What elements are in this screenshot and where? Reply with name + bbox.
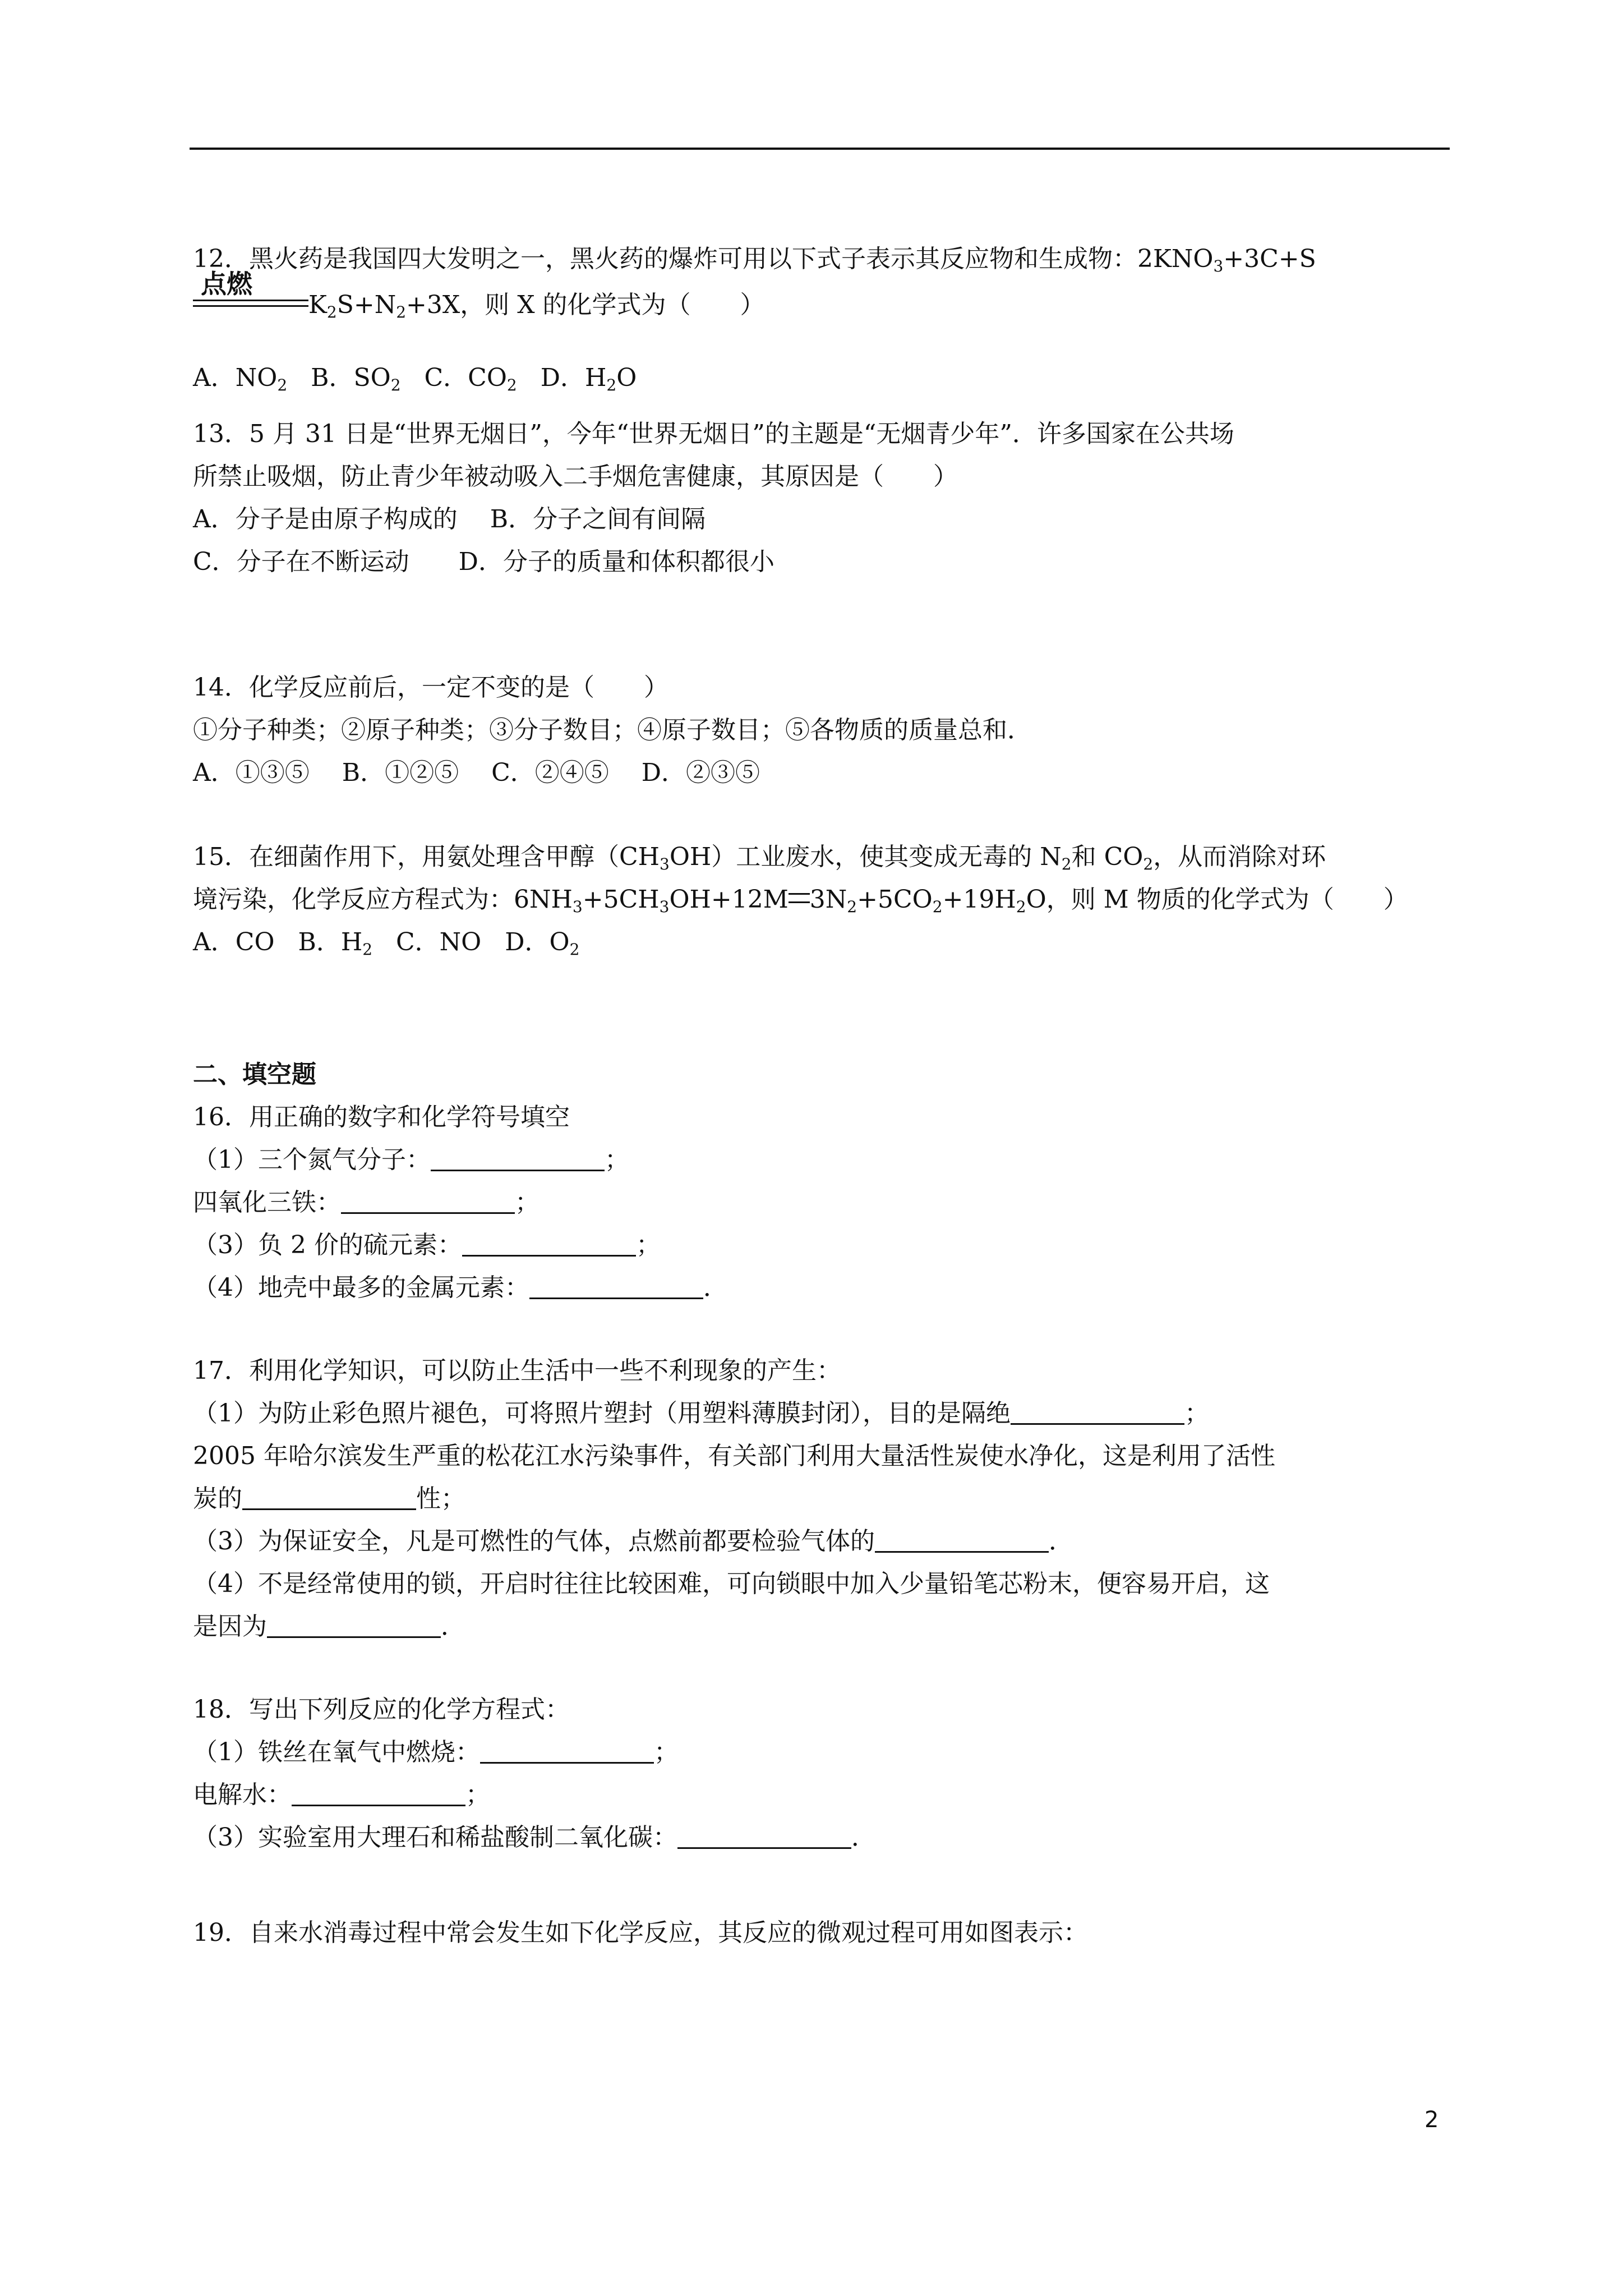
answer-blank[interactable] [292, 1780, 465, 1806]
q16-item-1: （1）三个氮气分子： ； [193, 1145, 629, 1174]
answer-blank[interactable] [462, 1230, 636, 1257]
option-d: D．$O_2$ [505, 928, 580, 959]
q16-title: 16．用正确的数字和化学符号填空 [193, 1103, 570, 1131]
q12-reactant: 2KNO [1137, 245, 1214, 273]
q17-line-6: 是因为 ． [193, 1612, 465, 1641]
question-18 [193, 1688, 1455, 1859]
option-a: A．$NO_2$ [193, 364, 288, 394]
question-12 [193, 238, 1455, 399]
question-15 [193, 836, 1455, 964]
question-17 [193, 1350, 1455, 1648]
option-d: D．$H_2O$ [540, 364, 637, 394]
option-a: A．CO [193, 928, 275, 956]
q12-line1 [193, 238, 1455, 280]
q17-line-2: 2005 年哈尔滨发生严重的松花江水污染事件，有关部门利用大量活性炭使水净化，这是利用了活性 [193, 1442, 1275, 1470]
fill-in-section [193, 1053, 1455, 1309]
q14-line2: ①分子种类；②原子种类；③分子数目；④原子数目；⑤各物质的质量总和． [193, 716, 1032, 744]
q12-product: S+N [336, 291, 396, 319]
q12-sub: 2 [326, 303, 337, 321]
q17-line-3: 炭的 性； [193, 1484, 465, 1513]
q15-line1: 15．在细菌作用下，用氨处理含甲醇$(CH_3OH)$工业废水，使其变成无毒的 $N_2$和 $CO_2$，从而消除对环 [193, 843, 1326, 873]
answer-blank[interactable] [341, 1188, 515, 1214]
answer-blank[interactable] [875, 1526, 1049, 1553]
q12-line2 [193, 269, 1455, 326]
answer-blank[interactable] [480, 1737, 654, 1764]
q15-options [193, 921, 1455, 964]
question-14 [193, 666, 1455, 794]
option-c: C．$CO_2$ [424, 364, 517, 394]
answer-blank[interactable] [677, 1823, 851, 1849]
answer-blank[interactable] [431, 1145, 605, 1171]
page-number: 2 [1424, 2107, 1439, 2133]
q18-title: 18．写出下列反应的化学方程式： [193, 1695, 570, 1724]
q18-item-1: （1）铁丝在氧气中燃烧： ； [193, 1738, 679, 1766]
section-title: 二、填空题 [193, 1060, 316, 1089]
equals-line-top [193, 300, 308, 301]
q13-line1: 13．5 月 31 日是“世界无烟日”，今年“世界无烟日”的主题是“无烟青少年”．许多国家在公共场 [193, 420, 1234, 448]
q16-item-3: （3）负 2 价的硫元素： ； [193, 1231, 661, 1259]
equals-sign [789, 893, 810, 903]
q13-options-2: C．分子在不断运动 D．分子的质量和体积都很小 [193, 547, 774, 576]
q14-options: A．①③⑤ B．①②⑤ C．②④⑤ D．②③⑤ [193, 758, 760, 787]
q17-line-5: （4）不是经常使用的锁，开启时往往比较困难，可向锁眼中加入少量铅笔芯粉末，便容易开启，这 [193, 1570, 1270, 1598]
q12-sub: 3 [1213, 257, 1224, 275]
q17-title: 17．利用化学知识，可以防止生活中一些不利现象的产生： [193, 1356, 841, 1385]
option-b: B．$H_2$ [298, 928, 373, 959]
q12-product: K [308, 291, 327, 319]
equals-line-bottom [193, 305, 308, 307]
q17-line-1: （1）为防止彩色照片褪色，可将照片塑封（用塑料薄膜封闭），目的是隔绝 ； [193, 1399, 1209, 1428]
q12-reactant-rest: +3C+S [1223, 245, 1316, 273]
header-rule [190, 148, 1450, 150]
q17-line-4: （3）为保证安全，凡是可燃性的气体，点燃前都要检验气体的 ． [193, 1527, 1073, 1556]
answer-blank[interactable] [242, 1484, 416, 1510]
q13-options-1: A．分子是由原子构成的 B．分子之间有间隔 [193, 505, 706, 533]
answer-blank[interactable] [529, 1273, 703, 1299]
answer-blank[interactable] [267, 1612, 441, 1638]
q16-item-2: 四氧化三铁： ； [193, 1188, 540, 1217]
q19-title: 19．自来水消毒过程中常会发生如下化学反应，其反应的微观过程可用如图表示： [193, 1918, 1088, 1947]
q12-question: +3X，则 X 的化学式为（ ） [406, 291, 765, 319]
question-19 [193, 1912, 1455, 1954]
q16-item-4: （4）地壳中最多的金属元素： ． [193, 1273, 728, 1302]
reaction-condition [193, 269, 308, 315]
question-13 [193, 413, 1455, 583]
q12-options [193, 357, 1455, 399]
option-b: B．$SO_2$ [311, 364, 401, 394]
condition-label: 点燃 [201, 269, 252, 299]
q12-stem: 12．黑火药是我国四大发明之一，黑火药的爆炸可用以下式子表示其反应物和生成物： [193, 245, 1137, 273]
q13-line2: 所禁止吸烟，防止青少年被动吸入二手烟危害健康，其原因是（ ） [193, 462, 958, 491]
q18-item-2: 电解水： ； [193, 1780, 490, 1809]
option-c: C．NO [396, 928, 482, 956]
q12-sub: 2 [396, 303, 407, 321]
answer-blank[interactable] [1011, 1398, 1184, 1425]
q15-line2: 境污染，化学反应方程式为：$6NH_3+5CH_3OH+12M$ $3N_2+5CO_2+19H_2O$，则 M 物质的化学式为（ ） [193, 885, 1408, 916]
q18-item-3: （3）实验室用大理石和稀盐酸制二氧化碳： ． [193, 1823, 876, 1852]
q14-line1: 14．化学反应前后，一定不变的是（ ） [193, 673, 668, 702]
